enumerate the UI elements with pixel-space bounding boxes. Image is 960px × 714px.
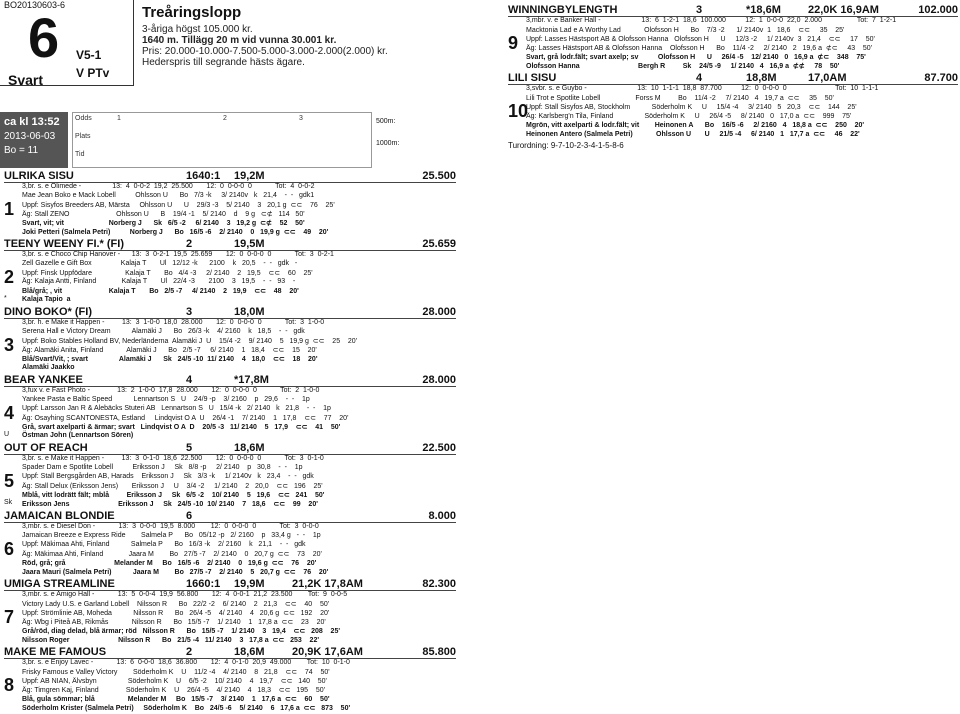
horse-line: Grå, svart axelparti & ärmar; svart Lindqvist O A D 20/5 -3 11/ 2140 5 17,9 ⊂⊂ 41 50': [22, 424, 341, 431]
horse-line: Alamäki Jaakko: [22, 364, 75, 371]
horse-best-time: 19,5M: [234, 238, 265, 250]
horse-other-times: 22,0K 16,9AM: [808, 4, 879, 16]
horse-best-time: *17,8M: [234, 374, 269, 386]
horse-odds: 4: [696, 72, 703, 84]
horse-line: Lili Trot e Spotlite Lobell Forss M Bo 11/4 -2 7/ 2140 4 19,7 a ⊂⊂ 35 50': [526, 95, 834, 102]
race-id: BO20130603-6: [4, 0, 66, 10]
horse-entry: [4, 442, 456, 509]
horse-name: DINO BOKO* (FI): [4, 306, 92, 318]
desc-line: Hederspris till segrande hästs ägare.: [142, 57, 305, 68]
bet-type-2: V PTv: [76, 66, 110, 80]
horse-line: Serena Hall e Victory Dream Alamäki J Bo 26/3 -k 4/ 2160 k 18,5 - - gdk: [22, 328, 305, 335]
horse-line: Äg: Alamäki Anita, Finland Alamäki J Bo 2/5 -7 6/ 2140 1 18,4 ⊂⊂ 15 20': [22, 347, 317, 354]
equipment-mark: U: [4, 431, 10, 438]
horse-details: [4, 455, 456, 509]
main-horse-list: [4, 170, 456, 714]
horse-details: [4, 523, 456, 577]
horse-prize: 87.700: [924, 72, 958, 84]
horse-line: Äg: Lasses Hästsport AB & Olofsson Hanna Olofsson H Bo 11/4 -2 2/ 2140 2 19,6 a ⊄⊂ 43 50': [526, 45, 873, 52]
horse-line: Uppf: Finsk Uppfödare Kalaja T Bo 4/4 -3 2/ 2140 2 19,5 ⊂⊂ 60 25': [22, 270, 313, 277]
horse-line: Svart, vit; vit Norberg J Sk 6/5 -2 6/ 2140 3 19,2 g ⊂⊄ 52 50': [22, 220, 305, 227]
grid-odds-label: Odds: [75, 115, 92, 122]
horse-line: Äg: Stall ZENO Ohlsson U B 19/4 -1 5/ 2140 d 9 g ⊂⊄ 114 50': [22, 211, 305, 218]
horse-line: Äg: Stall Delux (Eriksson Jens) Eriksson J U 3/4 -2 1/ 2140 2 20,0 ⊂⊂ 196 25': [22, 483, 323, 490]
horse-header: [508, 72, 958, 85]
horse-line: Söderholm Krister (Salmela Petri) Söderholm K Bo 24/5 -6 5/ 2140 6 17,6 a ⊂⊂ 873 50': [22, 705, 351, 712]
start-number: 8: [4, 675, 15, 695]
horse-name: JAMAICAN BLONDIE: [4, 510, 115, 522]
horse-line: Uppf: Strömlinie AB, Moheda Nilsson R Bo 26/4 -5 4/ 2140 4 20,6 g ⊂⊂ 192 20': [22, 610, 330, 617]
horse-name: LILI SISU: [508, 72, 557, 84]
horse-odds: 5: [186, 442, 193, 454]
horse-other-times: 17,0AM: [808, 72, 847, 84]
horse-details: [4, 183, 456, 237]
horse-line: 3,mbr. v. e Banker Hall - 13: 6 1-2-1 18,6 100.000 12: 1 0-0-0 22,0 2.000 Tot: 7 1-2-1: [526, 17, 897, 24]
horse-line: Uppf: Stall Bergsgården AB, Harads Eriksson J Sk 3/3 -k 1/ 2140v k 23,4 - - gdk: [22, 473, 314, 480]
horse-line: 3,fux v. e Fast Photo - 13: 2 1-0-0 17,8 28.000 12: 0 0-0-0 0 Tot: 2 1-0-0: [22, 387, 320, 394]
horse-entry: [508, 72, 958, 139]
start-number: 1: [4, 199, 15, 219]
horse-line: Äg: Osayhing SCANTONESTA, Estland Lindqvist O A U 26/4 -1 7/ 2140 1 17,8 ⊂⊂ 77 20': [22, 415, 349, 422]
horse-line: Äg: Karlsberg'n Tila, Finland Söderholm K U 26/4 -5 8/ 2140 0 17,0 a ⊂⊂ 999 75': [526, 113, 852, 120]
horse-entry: [508, 4, 958, 71]
horse-line: Östman John (Lennartson Sören): [22, 432, 134, 439]
horse-odds: 3: [696, 4, 703, 16]
horse-line: Uppf: Sisyfos Breeders AB, Märsta Ohlsson U U 29/3 -3 5/ 2140 3 20,1 g ⊂⊂ 76 25': [22, 202, 335, 209]
horse-line: Uppf: Mäkimaa Ahti, Finland Salmela P Bo 16/3 -k 2/ 2160 k 21,1 - - gdk: [22, 541, 306, 548]
horse-other-times: 21,2K 17,8AM: [292, 578, 363, 590]
horse-odds: 2: [186, 238, 193, 250]
horse-line: 3,br. s. e Olimede - 13: 4 0-0-2 19,2 25.500 12: 0 0-0-0 0 Tot: 4 0-0-2: [22, 183, 315, 190]
horse-line: Spader Dam e Spotlite Lobell Eriksson J Sk 8/8 -p 2/ 2140 p 30,8 - - 1p: [22, 464, 303, 471]
horse-line: Joki Petteri (Salmela Petri) Norberg J Bo 16/5 -6 2/ 2140 0 19,9 g ⊂⊂ 49 20': [22, 229, 329, 236]
horse-line: Blå, gula sömmar; blå Melander M Bo 15/5 -7 3/ 2140 1 17,6 a ⊂⊂ 60 50': [22, 696, 330, 703]
start-number: 4: [4, 403, 15, 423]
race-bo: Bo = 11: [4, 145, 39, 156]
race-number: 6: [28, 6, 60, 69]
horse-prize: 25.500: [422, 170, 456, 182]
horse-entry: [4, 646, 456, 713]
horse-line: Kalaja Tapio a: [22, 296, 71, 303]
horse-line: Uppf: Lasses Hästsport AB & Olofsson Hanna Olofsson H U 12/3 -2 1/ 2140v 3 21,4 ⊂⊂ 17 50': [526, 36, 875, 43]
horse-prize: 82.300: [422, 578, 456, 590]
horse-prize: 102.000: [918, 4, 958, 16]
horse-header: [4, 374, 456, 387]
turordning: Turordning: 9-7-10-2-3-4-1-5-8-6: [508, 141, 624, 150]
horse-prize: 28.000: [422, 306, 456, 318]
horse-odds: 3: [186, 306, 193, 318]
horse-entry: [4, 238, 456, 305]
horse-prize: 28.000: [422, 374, 456, 386]
horse-line: Yankee Pasta e Baltic Speed Lennartson S U 24/9 -p 3/ 2160 p 29,6 - - 1p: [22, 396, 310, 403]
horse-line: Mblå, vitt lodrätt fält; mblå Eriksson J Sk 6/5 -2 10/ 2140 5 19,6 ⊂⊂ 241 50': [22, 492, 325, 499]
horse-entry: [4, 306, 456, 373]
horse-line: 3,br. h. e Make it Happen - 13: 3 1-0-0 18,0 28.000 12: 0 0-0-0 0 Tot: 3 1-0-0: [22, 319, 325, 326]
split-1000m: 1000m:: [376, 140, 400, 147]
horse-line: Frisky Famous e Valley Victory Söderholm K U 11/2 -4 4/ 2140 8 21,8 ⊂⊂ 74 50': [22, 669, 330, 676]
horse-best-time: 18,0M: [234, 306, 265, 318]
horse-best-time: 19,9M: [234, 578, 265, 590]
horse-details: [508, 85, 958, 139]
horse-prize: 25.659: [422, 238, 456, 250]
horse-prize: 22.500: [422, 442, 456, 454]
horse-entry: [4, 510, 456, 577]
race-date: 2013-06-03: [4, 131, 56, 142]
horse-line: Jamaican Breeze e Express Ride Salmela P Bo 05/12 -p 2/ 2160 p 33,4 g - - 1p: [22, 532, 321, 539]
horse-odds: 4: [186, 374, 193, 386]
horse-name: BEAR YANKEE: [4, 374, 83, 386]
horse-details: [508, 17, 958, 71]
horse-line: Blå/grå; , vit Kalaja T Bo 2/5 -7 4/ 2140 2 19,9 ⊂⊂ 48 20': [22, 288, 299, 295]
horse-line: 3,mbr. s. e Amigo Hall - 13: 5 0-0-4 19,9 56.800 12: 4 0-0-1 21,2 23.500 Tot: 9 0-0-5: [22, 591, 348, 598]
start-number: 7: [4, 607, 15, 627]
horse-odds: 1640:1: [186, 170, 221, 182]
race-time: ca kl 13:52: [4, 116, 60, 128]
start-number: 3: [4, 335, 15, 355]
result-grid: [72, 112, 372, 168]
horse-line: Mgrön, vitt axelparti & lodr.fält; vit Heinonen A Bo 16/5 -6 2/ 2160 4 18,8 a ⊂⊂ 250 20': [526, 122, 865, 129]
start-number: 2: [4, 267, 15, 287]
race-color: Svart: [8, 72, 44, 88]
horse-name: WINNINGBYLENGTH: [508, 4, 618, 16]
horse-odds: 6: [186, 510, 193, 522]
equipment-mark: Sk: [4, 499, 13, 506]
horse-line: Uppf: Stall Sisyfos AB, Stockholm Söderholm K U 15/4 -4 3/ 2140 5 20,3 ⊂⊂ 144 25': [526, 104, 857, 111]
right-horse-list: [508, 4, 958, 150]
horse-other-times: 20,9K 17,6AM: [292, 646, 363, 658]
horse-prize: 85.800: [422, 646, 456, 658]
horse-name: OUT OF REACH: [4, 442, 88, 454]
race-time-box: [0, 112, 68, 168]
horse-entry: [4, 578, 456, 645]
horse-line: Grå/röd, diag delad, blå ärmar; röd Nilsson R Bo 15/5 -7 1/ 2140 3 19,4 ⊂⊂ 208 25': [22, 628, 341, 635]
horse-header: [508, 4, 958, 17]
horse-line: 3,br. s. e Enjoy Lavec - 13: 6 0-0-0 18,6 36.800 12: 4 0-1-0 20,9 49.000 Tot: 10 0-1-0: [22, 659, 350, 666]
horse-line: Blå/Svart/Vit, ; svart Alamäki J Sk 24/5 -10 11/ 2140 4 18,0 ⊂⊂ 18 20': [22, 356, 318, 363]
horse-best-time: *18,6M: [746, 4, 781, 16]
horse-line: Äg: Timgren Kaj, Finland Söderholm K U 26/4 -5 4/ 2140 4 18,3 ⊂⊂ 195 50': [22, 687, 325, 694]
horse-line: 3,svbr. s. e Guybo - 13: 10 1-1-1 18,8 87.700 12: 0 0-0-0 0 Tot: 10 1-1-1: [526, 85, 879, 92]
horse-line: Uppf: Larsson Jan R & Alebäcks Stuteri AB Lennartson S U 15/4 -k 2/ 2140 k 21,8 - - 1p: [22, 405, 331, 412]
horse-name: TEENY WEENY FI.* (FI): [4, 238, 124, 250]
grid-col-2: 2: [223, 115, 227, 122]
horse-entry: [4, 374, 456, 441]
horse-header: [4, 306, 456, 319]
horse-details: [4, 251, 456, 305]
horse-line: Svart, grå lodr.fält; svart axelp; sv Olofsson H U 26/4 -5 12/ 2140 0 16,9 a ⊄⊂ 348 75': [526, 54, 866, 61]
bet-type-1: V5-1: [76, 48, 102, 62]
horse-line: Eriksson Jens Eriksson J Sk 24/5 -10 10/ 2140 7 18,6 ⊂⊂ 99 20': [22, 501, 318, 508]
start-number: 5: [4, 471, 15, 491]
equipment-mark: *: [4, 295, 7, 302]
horse-line: Äg: Wbg i Piteå AB, Rikmås Nilsson R Bo 15/5 -7 1/ 2140 1 17,8 a ⊂⊂ 23 20': [22, 619, 326, 626]
horse-header: [4, 510, 456, 523]
horse-line: Uppf: Boko Stables Holland BV, Nederländerna Alamäki J U 15/4 -2 9/ 2140 5 19,9 g ⊂⊂ 25 20': [22, 338, 357, 345]
race-title: Treåringslopp: [142, 4, 242, 21]
horse-header: [4, 238, 456, 251]
horse-line: 3,br. s. e Make it Happen - 13: 3 0-1-0 18,6 22.500 12: 0 0-0-0 0 Tot: 3 0-1-0: [22, 455, 324, 462]
horse-best-time: 19,2M: [234, 170, 265, 182]
horse-line: Nilsson Roger Nilsson R Bo 21/5 -4 11/ 2140 3 17,8 a ⊂⊂ 253 22': [22, 637, 320, 644]
desc-line: Pris: 20.000-10.000-7.500-5.000-3.000-2.000(2.000) kr.: [142, 46, 388, 57]
grid-col-1: 1: [117, 115, 121, 122]
grid-plats-label: Plats: [75, 133, 91, 140]
horse-line: Uppf: AB NIAN, Älvsbyn Söderholm K U 6/5 -2 10/ 2140 4 19,7 ⊂⊂ 140 50': [22, 678, 327, 685]
horse-line: Röd, grå; grå Melander M Bo 16/5 -6 2/ 2140 0 19,6 g ⊂⊂ 76 20': [22, 560, 317, 567]
race-description: [142, 24, 388, 68]
horse-odds: 2: [186, 646, 193, 658]
horse-prize: 8.000: [428, 510, 456, 522]
horse-best-time: 18,6M: [234, 646, 265, 658]
grid-tid-label: Tid: [75, 151, 85, 158]
horse-odds: 1660:1: [186, 578, 221, 590]
grid-col-3: 3: [299, 115, 303, 122]
horse-header: [4, 578, 456, 591]
horse-details: [4, 659, 456, 713]
start-number: 10: [508, 101, 529, 121]
horse-line: 3,mbr. s. e Diesel Don - 13: 3 0-0-0 19,5 8.000 12: 0 0-0-0 0 Tot: 3 0-0-0: [22, 523, 319, 530]
horse-details: [4, 387, 456, 441]
horse-line: Jaara Mauri (Salmela Petri) Jaara M Bo 27/5 -7 2/ 2140 5 20,7 g ⊂⊂ 76 20': [22, 569, 329, 576]
horse-entry: [4, 170, 456, 237]
horse-line: Äg: Mäkimaa Ahti, Finland Jaara M Bo 27/5 -7 2/ 2140 0 20,7 g ⊂⊂ 73 20': [22, 551, 322, 558]
horse-line: Victory Lady U.S. e Garland Lobell Nilsson R Bo 22/2 -2 6/ 2140 2 21,3 ⊂⊂ 40 50': [22, 601, 330, 608]
horse-line: Heinonen Antero (Salmela Petri) Ohlsson U U 21/5 -4 6/ 2140 1 17,7 a ⊂⊂ 46 22': [526, 131, 860, 138]
horse-line: Mae Jean Boko e Mack Lobell Ohlsson U Bo 7/3 -k 3/ 2140v k 21,4 - - gdk1: [22, 192, 315, 199]
desc-line: 3-åriga högst 105.000 kr.: [142, 24, 253, 35]
start-number: 9: [508, 33, 519, 53]
horse-line: 3,br. s. e Choco Chip Hanover - 13: 3 0-2-1 19,5 25.659 12: 0 0-0-0 0 Tot: 3 0-2-1: [22, 251, 334, 258]
horse-line: Zell Gazelle e Gift Box Kalaja T Ul 12/12 -k 2100 k 20,5 - - gdk -: [22, 260, 298, 267]
horse-line: Macktonia Lad e A Worthy Lad Olofsson H Bo 7/3 -2 1/ 2140v 1 18,6 ⊂⊂ 35 25': [526, 27, 845, 34]
horse-header: [4, 442, 456, 455]
desc-line: 1640 m. Tillägg 20 m vid vunna 30.001 kr.: [142, 35, 337, 46]
horse-header: [4, 646, 456, 659]
horse-best-time: 18,6M: [234, 442, 265, 454]
start-number: 6: [4, 539, 15, 559]
horse-header: [4, 170, 456, 183]
horse-details: [4, 591, 456, 645]
horse-line: Olofsson Hanna Bergh R Sk 24/5 -9 1/ 2140 4 16,9 a ⊄⊄ 78 50': [526, 63, 840, 70]
horse-name: ULRIKA SISU: [4, 170, 74, 182]
horse-details: [4, 319, 456, 373]
horse-line: Äg: Kalaja Antti, Finland Kalaja T Ul 22/4 -3 2100 3 19,5 - - 93 -: [22, 278, 296, 285]
split-500m: 500m:: [376, 118, 396, 125]
horse-name: MAKE ME FAMOUS: [4, 646, 107, 658]
horse-name: UMIGA STREAMLINE: [4, 578, 115, 590]
horse-best-time: 18,8M: [746, 72, 777, 84]
